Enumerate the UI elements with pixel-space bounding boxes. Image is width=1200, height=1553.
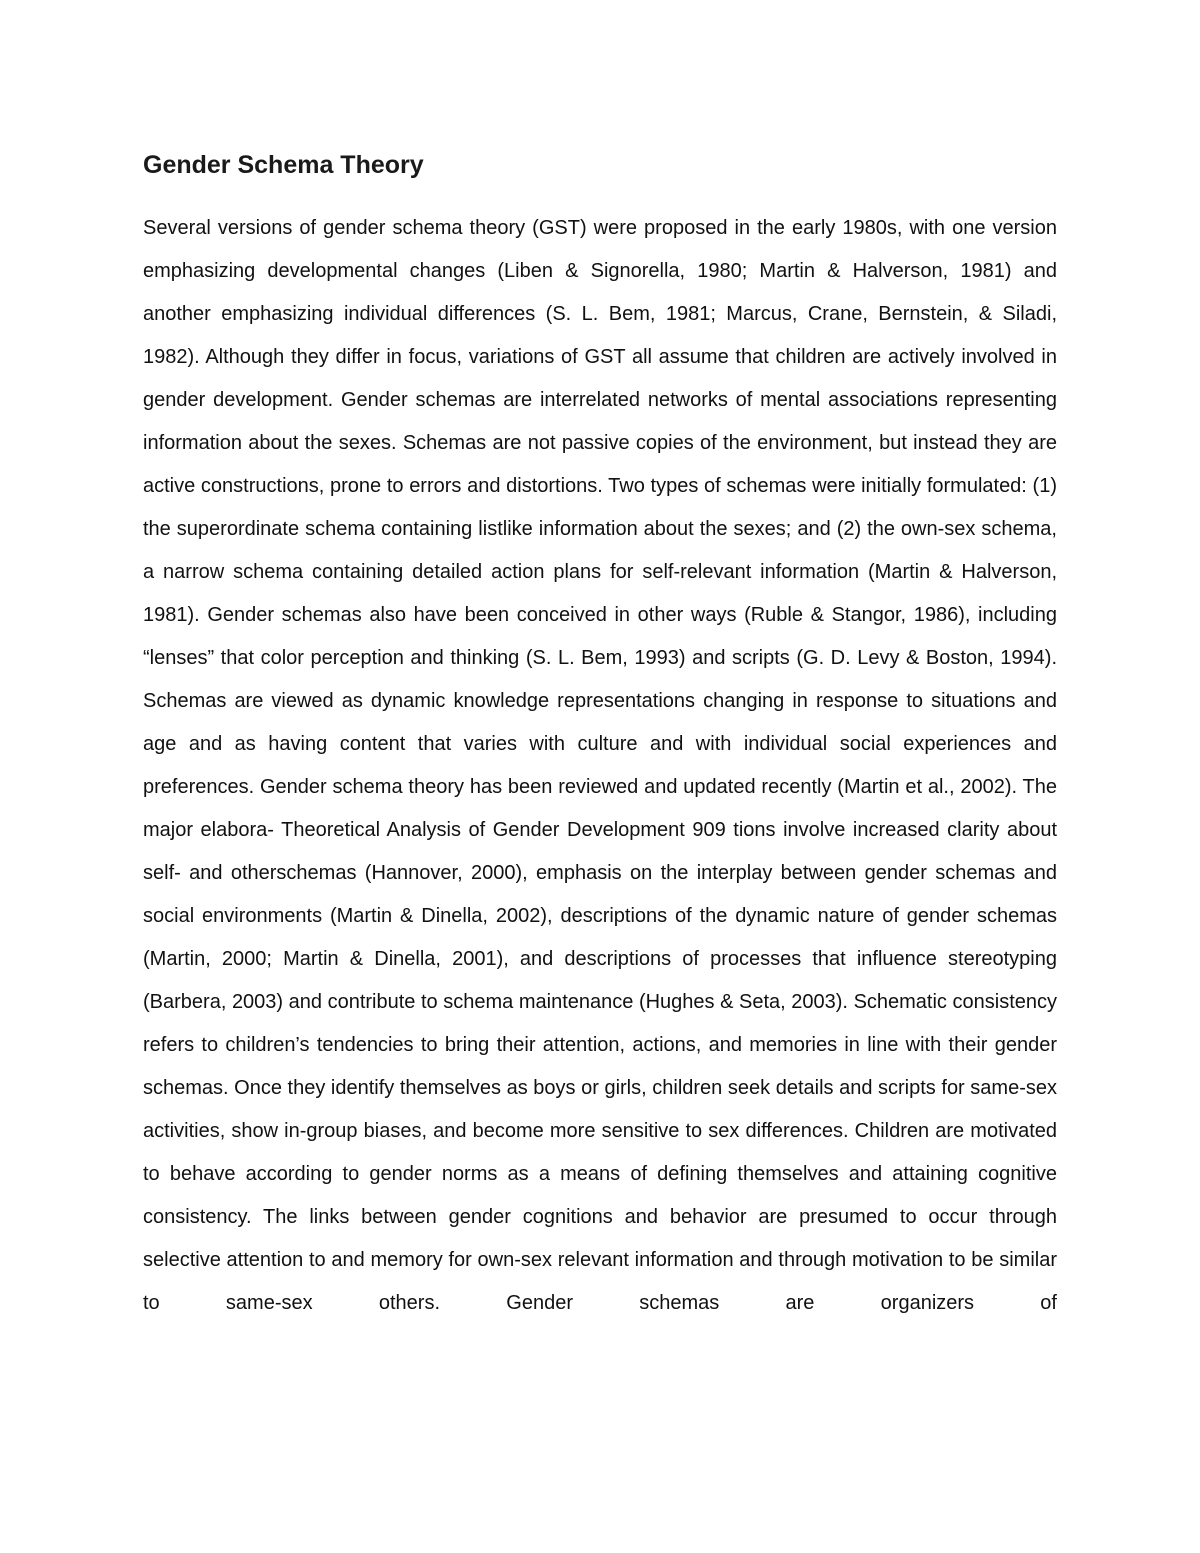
document-title: Gender Schema Theory (143, 151, 424, 179)
document-body-paragraph: Several versions of gender schema theory (GST) were proposed in the early 1980s, with one version emphasizing developmental changes (Liben & Signorella, 1980; Martin & Halverson, 1981) and another emphasizing individual differences (S. L. Bem, 1981; Marcus, Crane, Bernstein, & Siladi, 1982). Although they differ in focus, variations of GST all assume that children are actively involved in gender development. Gender schemas are interrelated networks of mental associations representing information about the sexes. Schemas are not passive copies of the environment, but instead they are active constructions, prone to errors and distortions. Two types of schemas were initially formulated: (1) the superordinate schema containing listlike information about the sexes; and (2) the own-sex schema, a narrow schema containing detailed action plans for self-relevant information (Martin & Halverson, 1981). Gender schemas also have been conceived in other ways (Ruble & Stangor, 1986), including “lenses” that color perception and thinking (S. L. Bem, 1993) and scripts (G. D. Levy & Boston, 1994). Schemas are viewed as dynamic knowledge representations changing in response to situations and age and as having content that varies with culture and with individual social experiences and preferences. Gender schema theory has been reviewed and updated recently (Martin et al., 2002). The major elabora- Theoretical Analysis of Gender Development 909 tions involve increased clarity about self- and otherschemas (Hannover, 2000), emphasis on the interplay between gender schemas and social environments (Martin & Dinella, 2002), descriptions of the dynamic nature of gender schemas (Martin, 2000; Martin & Dinella, 2001), and descriptions of processes that influence stereotyping (Barbera, 2003) and contribute to schema maintenance (Hughes & Seta, 2003). Schematic consistency refers to children’s tendencies to bring their attention, actions, and memories in line with their gender schemas. Once they identify themselves as boys or girls, children seek details and scripts for same-sex activities, show in-group biases, and become more sensitive to sex differences. Children are motivated to behave according to gender norms as a means of defining themselves and attaining cognitive consistency. The links between gender cognitions and behavior are presumed to occur through selective attention to and memory for own-sex relevant information and through motivation to be similar to same-sex others. Gender schemas are organizers of (143, 217, 1057, 1314)
